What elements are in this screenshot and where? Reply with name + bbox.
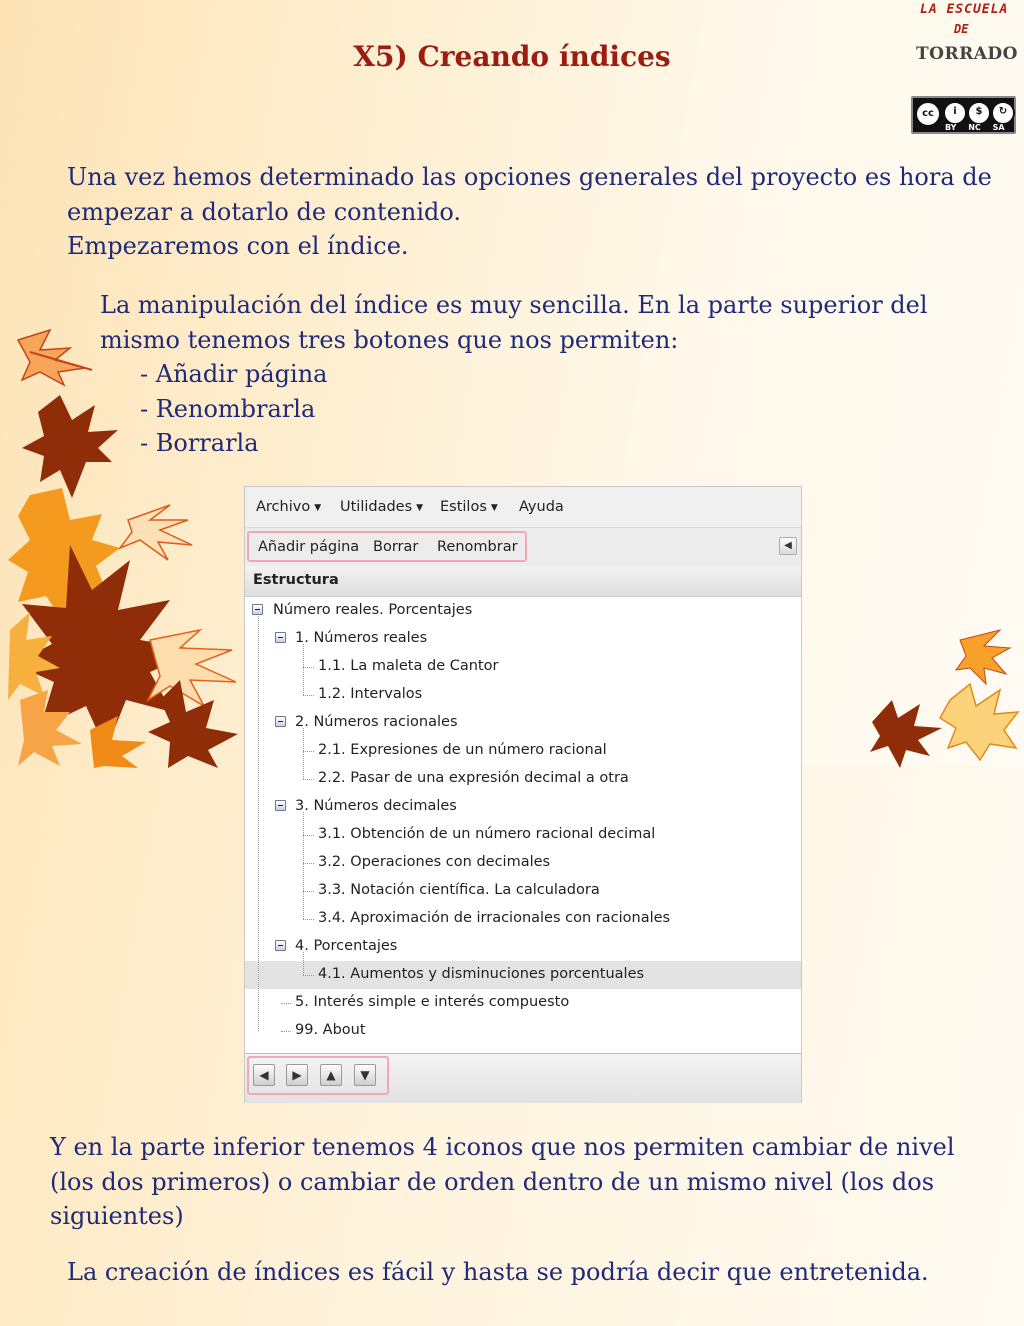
tree-item[interactable] <box>245 877 801 905</box>
intro-paragraph <box>67 160 997 264</box>
tree-connector <box>281 1003 291 1004</box>
tree-connector <box>303 919 314 920</box>
structure-tree <box>245 597 801 1053</box>
leaf-icon <box>18 330 92 385</box>
arrow-down-icon[interactable]: ▼ <box>354 1064 376 1086</box>
tree-connector <box>303 644 304 695</box>
tree-item[interactable] <box>245 933 801 961</box>
tree-item-label: 1.2. Intervalos <box>318 686 423 702</box>
tree-item-label: 3.4. Aproximación de irracionales con racionales <box>318 910 671 926</box>
intro-line-1: Una vez hemos determinado las opciones generales del proyecto es hora de empezar a dotarlo de contenido. <box>67 163 992 226</box>
cc-icon: cc <box>915 101 941 127</box>
collapse-toggle-icon[interactable] <box>275 716 286 727</box>
logo-line-3: TORRADO <box>916 44 1018 64</box>
delete-button[interactable]: Borrar <box>373 539 419 555</box>
tree-connector <box>303 667 314 668</box>
arrow-left-icon[interactable]: ◀ <box>253 1064 275 1086</box>
tree-connector <box>303 835 314 836</box>
tree-item-label: 2.2. Pasar de una expresión decimal a otra <box>318 770 629 786</box>
intro-line-2: Empezaremos con el índice. <box>67 232 409 261</box>
tree-connector <box>303 695 314 696</box>
tree-item-label: 2. Números racionales <box>295 714 458 730</box>
list-item: - Borrarla <box>140 429 259 458</box>
tree-item-label: 5. Interés simple e interés compuesto <box>295 994 570 1010</box>
rename-button[interactable]: Renombrar <box>437 539 518 555</box>
tree-item-label: 1. Números reales <box>295 630 428 646</box>
tree-item[interactable] <box>245 821 801 849</box>
leaf-icon <box>956 630 1010 684</box>
bottom-paragraph: Y en la parte inferior tenemos 4 iconos que nos permiten cambiar de nivel (los dos primeros) o cambiar de orden dentro de un mismo nivel (los dos siguientes) <box>50 1133 955 1231</box>
tree-item[interactable] <box>245 597 801 625</box>
tree-item-label: 3. Números decimales <box>295 798 457 814</box>
tree-item-label: 4.1. Aumentos y disminuciones porcentuales <box>318 966 645 982</box>
tree-item-label: 1.1. La maleta de Cantor <box>318 658 499 674</box>
caret-down-icon: ▼ <box>490 503 498 513</box>
tree-item-label: Número reales. Porcentajes <box>273 602 473 618</box>
leaf-icon <box>120 505 192 560</box>
list-item: - Renombrarla <box>140 394 316 423</box>
tree-item-label: 3.3. Notación científica. La calculadora <box>318 882 600 898</box>
tree-connector <box>303 779 314 780</box>
tree-connector <box>303 728 304 779</box>
manipulation-text: La manipulación del índice es muy sencilla. En la parte superior del mismo tenemos tres botones que nos permiten: <box>100 291 928 354</box>
menu-bar <box>245 487 801 527</box>
tree-item-label: 99. About <box>295 1022 366 1038</box>
tree-item[interactable] <box>245 681 801 709</box>
app-screenshot <box>244 486 802 1103</box>
tree-connector <box>258 616 259 1031</box>
add-page-button[interactable]: Añadir página <box>258 539 360 555</box>
tree-item[interactable] <box>245 709 801 737</box>
collapse-toggle-icon[interactable] <box>252 604 263 615</box>
manipulation-paragraph <box>100 288 990 461</box>
collapse-toggle-icon[interactable] <box>275 632 286 643</box>
tree-connector <box>303 891 314 892</box>
list-item: - Añadir página <box>140 360 328 389</box>
tree-item-label: 4. Porcentajes <box>295 938 398 954</box>
license-labels: BY NC SA <box>945 123 1005 132</box>
nc-icon: $ <box>967 101 991 125</box>
tree-item[interactable] <box>245 793 801 821</box>
sa-icon: ↻ <box>991 101 1015 125</box>
menu-estilos[interactable]: Estilos ▼ <box>440 499 498 515</box>
tree-item-label: 3.1. Obtención de un número racional decimal <box>318 826 656 842</box>
tree-connector <box>303 975 314 976</box>
leaf-icon <box>940 684 1018 760</box>
closing-paragraph: La creación de índices es fácil y hasta se podría decir que entretenida. <box>67 1258 929 1286</box>
tree-item[interactable] <box>245 765 801 793</box>
collapse-panel-button[interactable]: ◀ <box>779 537 797 555</box>
arrow-up-icon[interactable]: ▲ <box>320 1064 342 1086</box>
page-title: X5) Creando índices <box>353 40 671 73</box>
tree-item[interactable] <box>245 849 801 877</box>
tree-item[interactable] <box>245 625 801 653</box>
tree-item[interactable] <box>245 961 801 989</box>
collapse-toggle-icon[interactable] <box>275 940 286 951</box>
menu-utilidades[interactable]: Utilidades ▼ <box>340 499 424 515</box>
logo-line-2: DE <box>954 22 969 36</box>
arrow-right-icon[interactable]: ▶ <box>286 1064 308 1086</box>
tree-item[interactable] <box>245 653 801 681</box>
tree-item[interactable] <box>245 905 801 933</box>
leaf-icon <box>870 700 942 768</box>
structure-header <box>245 566 801 597</box>
tree-item[interactable] <box>245 737 801 765</box>
tree-connector <box>281 1031 291 1032</box>
school-logo <box>906 0 1024 92</box>
menu-archivo[interactable]: Archivo ▼ <box>256 499 322 515</box>
by-icon: i <box>943 101 967 125</box>
collapse-toggle-icon[interactable] <box>275 800 286 811</box>
bottom-toolbar <box>245 1053 801 1103</box>
tree-connector <box>303 952 304 975</box>
logo-line-1: LA ESCUELA <box>920 2 1009 17</box>
tree-item[interactable] <box>245 989 801 1017</box>
caret-down-icon: ▼ <box>314 503 322 513</box>
tree-connector <box>303 812 304 919</box>
tree-item-label: 3.2. Operaciones con decimales <box>318 854 551 870</box>
cc-license-badge <box>911 96 1016 134</box>
tree-item-label: 2.1. Expresiones de un número racional <box>318 742 607 758</box>
caret-down-icon: ▼ <box>416 503 424 513</box>
index-toolbar <box>245 527 801 567</box>
tree-item[interactable] <box>245 1017 801 1045</box>
tree-connector <box>303 751 314 752</box>
tree-connector <box>303 863 314 864</box>
menu-ayuda[interactable]: Ayuda <box>519 499 564 515</box>
structure-title: Estructura <box>253 572 339 588</box>
